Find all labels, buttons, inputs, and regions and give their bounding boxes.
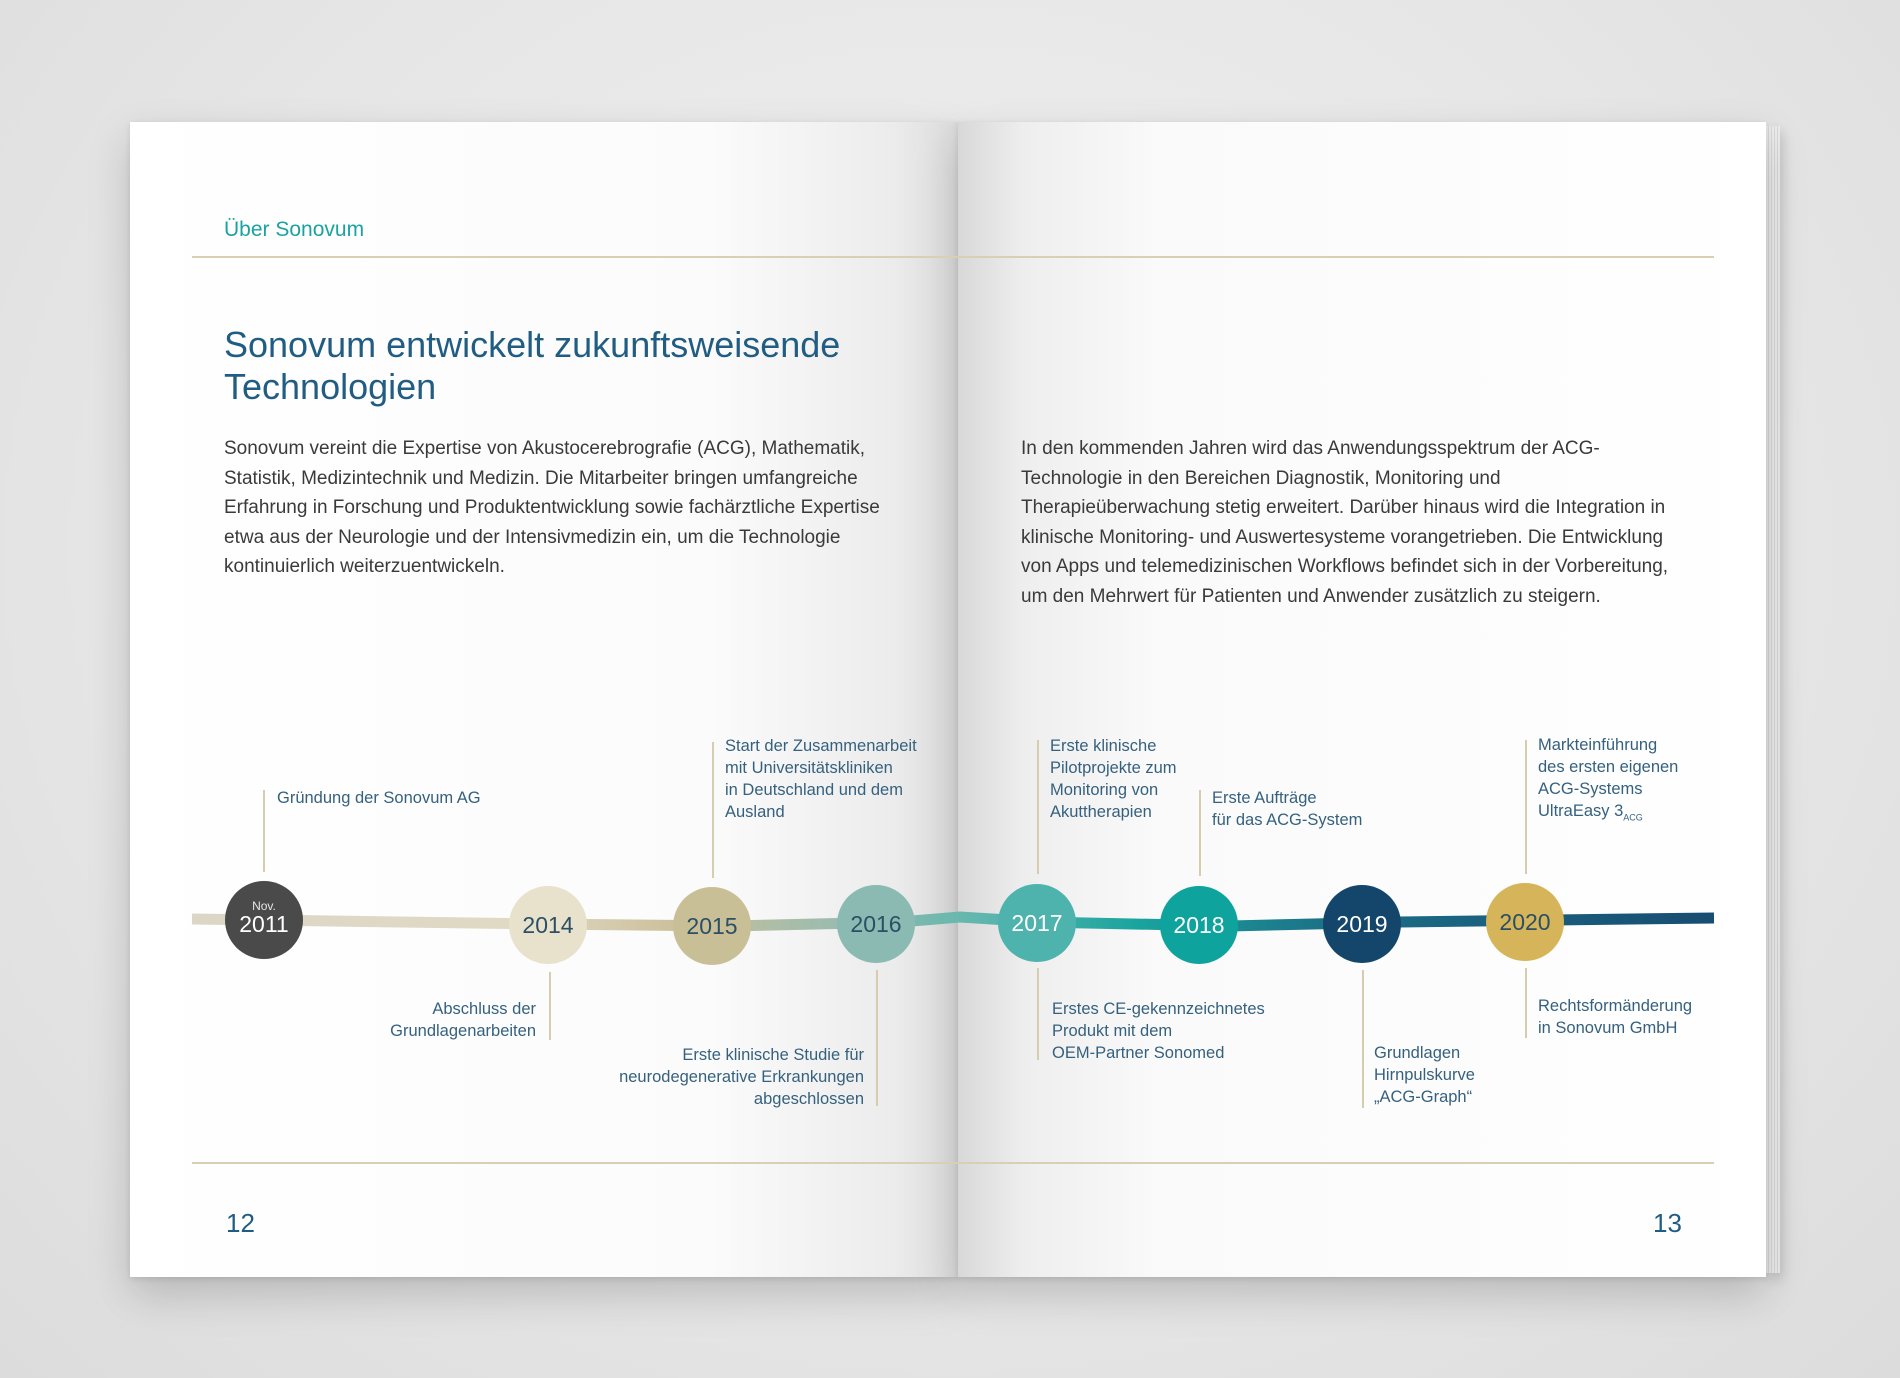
connector-2019 xyxy=(1362,970,1364,1108)
event-2020-bottom xyxy=(1538,995,1692,1039)
connector-2011 xyxy=(263,790,265,872)
event-2015 xyxy=(725,735,917,823)
year-circle-2016 xyxy=(837,885,915,963)
event-2017-bottom xyxy=(1052,998,1265,1064)
event-line: des ersten eigenen xyxy=(1538,758,1679,776)
year-circle-2019 xyxy=(1323,885,1401,963)
year-circle-2015 xyxy=(673,887,751,965)
event-line: Grundlagenarbeiten xyxy=(390,1022,536,1040)
event-line: Grundlagen xyxy=(1374,1044,1461,1062)
event-line: Monitoring von xyxy=(1050,781,1159,799)
event-line: in Sonovum GmbH xyxy=(1538,1019,1678,1037)
page-number-left: 12 xyxy=(226,1208,255,1238)
event-line: Start der Zusammenarbeit xyxy=(725,737,917,755)
year-circle-2014 xyxy=(509,886,587,964)
event-line: Abschluss der xyxy=(432,1000,536,1018)
section-label: Über Sonovum xyxy=(224,218,365,241)
body-text-right: In den kommenden Jahren wird das Anwendungsspektrum der ACG-Technologie in den Bereichen Diagnostik, Monitoring und Therapieüberwachung stetig erweitert. Darüber hinaus wird die Integration in klinische Monitoring- und Auswertesysteme vorangetrieben. Die Entwicklung von Apps und telemedizinischen Workflows befindet sich in der Vorbereitung, um den Mehrwert für Patienten und Anwender zusätzlich zu steigern. xyxy=(1021,438,1669,607)
year-label: 2016 xyxy=(850,911,902,937)
event-line: Markteinführung xyxy=(1538,736,1658,754)
year-circle-2020 xyxy=(1486,883,1564,961)
event-line: Ausland xyxy=(725,803,785,821)
year-label: 2018 xyxy=(1173,912,1225,938)
event-line: Gründung der Sonovum AG xyxy=(277,789,481,807)
connector-2016 xyxy=(876,970,878,1106)
event-line: neurodegenerative Erkrankungen xyxy=(619,1068,864,1086)
event-line: in Deutschland und dem xyxy=(725,781,903,799)
connector-2020-bottom xyxy=(1525,968,1527,1038)
year-label: 2017 xyxy=(1011,910,1063,936)
year-label: 2014 xyxy=(522,912,574,938)
event-line: Akuttherapien xyxy=(1050,803,1152,821)
event-2016 xyxy=(560,1044,864,1110)
connector-2017-bottom xyxy=(1037,968,1039,1060)
event-2020-top xyxy=(1538,734,1678,828)
event-line: Erstes CE-gekennzeichnetes xyxy=(1052,1000,1265,1018)
event-line: Rechtsformänderung xyxy=(1538,997,1693,1015)
connector-2017-top xyxy=(1037,740,1039,874)
event-line: für das ACG-System xyxy=(1212,811,1363,829)
event-2018 xyxy=(1212,787,1362,831)
connector-2014 xyxy=(549,972,551,1040)
page-headline: Sonovum entwickelt zukunftsweisende Technologien xyxy=(224,324,841,407)
subscript: ACG xyxy=(1623,812,1643,823)
year-circle-2017 xyxy=(998,884,1076,962)
page-number-right: 13 xyxy=(1653,1208,1682,1238)
connector-2015 xyxy=(712,742,714,878)
event-2017-top xyxy=(1050,735,1177,823)
event-line: Hirnpulskurve xyxy=(1374,1066,1475,1084)
event-2014 xyxy=(336,998,536,1042)
event-line: Erste klinische xyxy=(1050,737,1157,755)
year-label: 2011 xyxy=(239,911,289,937)
event-text: UltraEasy 3 xyxy=(1538,802,1624,820)
event-line: ACG-Systems xyxy=(1538,780,1643,798)
event-line: Pilotprojekte zum xyxy=(1050,759,1177,777)
year-label: 2019 xyxy=(1336,911,1388,937)
event-line xyxy=(1538,800,1678,828)
connector-2020-top xyxy=(1525,740,1527,874)
event-line: mit Universitätskliniken xyxy=(725,759,893,777)
year-label: 2015 xyxy=(686,913,738,939)
event-line: OEM-Partner Sonomed xyxy=(1052,1044,1225,1062)
event-line: „ACG-Graph“ xyxy=(1374,1088,1473,1106)
event-line: Produkt mit dem xyxy=(1052,1022,1173,1040)
footer-rule xyxy=(192,1162,1714,1164)
event-2011 xyxy=(277,787,481,809)
year-label: 2020 xyxy=(1499,909,1551,935)
event-2019 xyxy=(1374,1042,1475,1108)
event-line: Erste klinische Studie für xyxy=(682,1046,864,1064)
year-prefix: Nov. xyxy=(252,899,276,913)
body-text-left: Sonovum vereint die Expertise von Akustocerebrografie (ACG), Mathematik, Statistik, Medizintechnik und Medizin. Die Mitarbeiter bringen umfangreiche Erfahrung in Forschung und Produktentwicklung sowie fachärztliche Expertise etwa aus der Neurologie und der Intensivmedizin ein, um die Technologie kontinuierlich weiterzuentwickeln. xyxy=(224,438,880,577)
year-circle-2018 xyxy=(1160,886,1238,964)
event-line: Erste Aufträge xyxy=(1212,789,1317,807)
event-line: abgeschlossen xyxy=(753,1090,864,1108)
connector-2018 xyxy=(1199,790,1201,876)
year-circle-2011 xyxy=(225,881,303,959)
